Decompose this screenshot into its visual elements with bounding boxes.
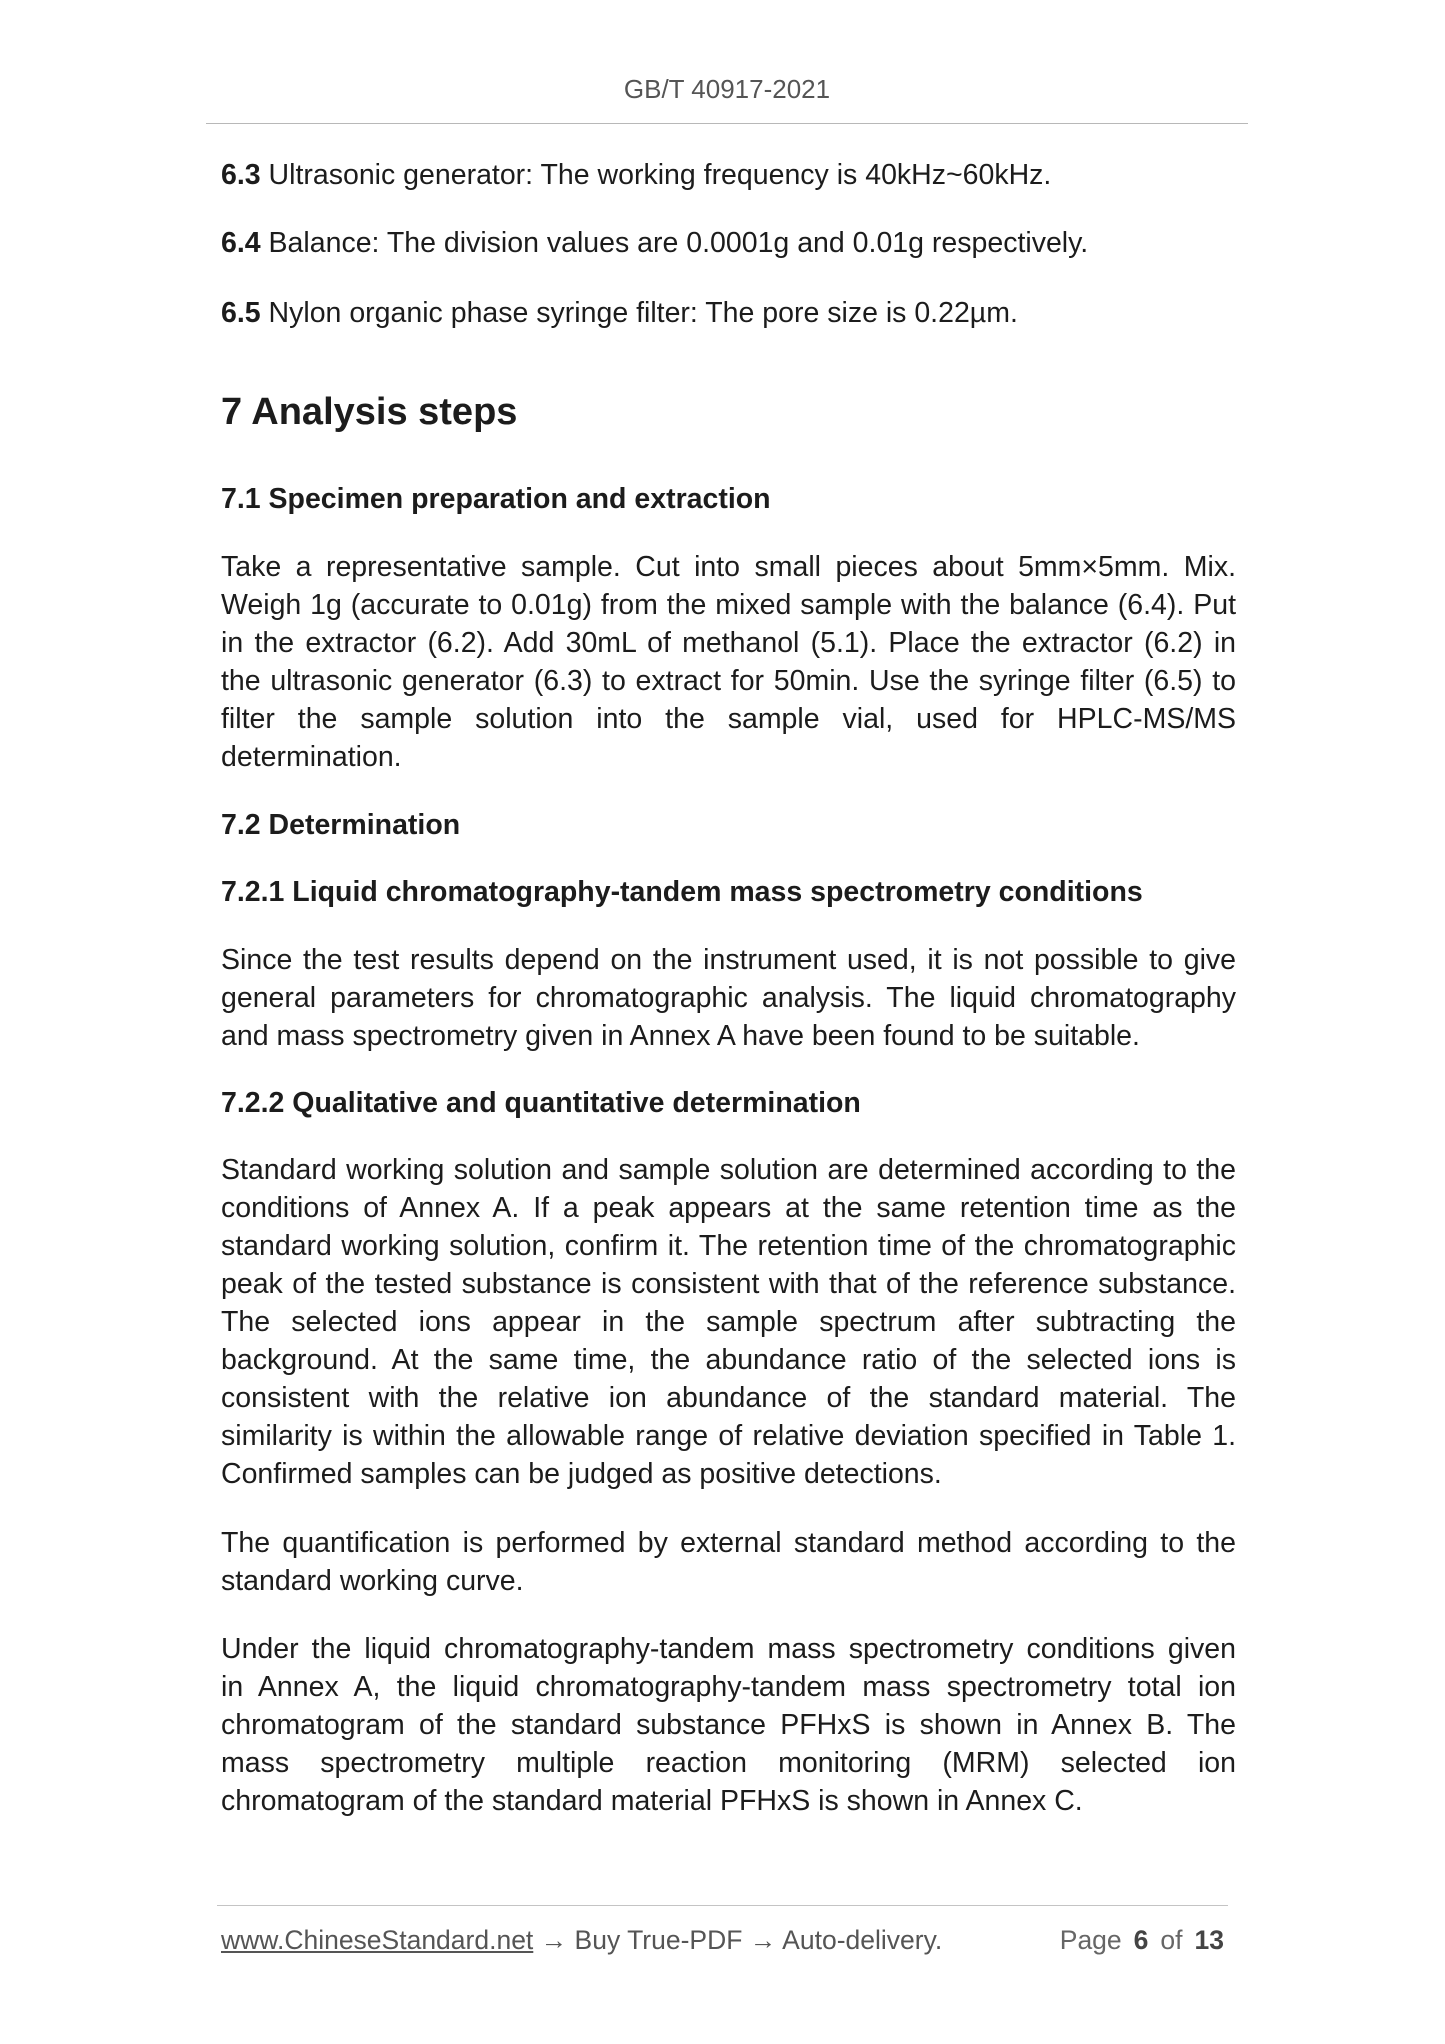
clause-text: Ultrasonic generator: The working frequency is 40kHz~60kHz. (268, 159, 1052, 191)
paragraph-line: in Annex A, the liquid chromatography-tandem mass spectrometry total ion (221, 1671, 1236, 1703)
paragraph-line: conditions of Annex A. If a peak appears at the same retention time as the (221, 1192, 1236, 1224)
paragraph-line: background. At the same time, the abundance ratio of the selected ions is (221, 1344, 1236, 1376)
paragraph-line: mass spectrometry multiple reaction monitoring (MRM) selected ion (221, 1747, 1236, 1779)
clause-number: 6.3 (221, 159, 261, 191)
paragraph-7-1 (221, 548, 1236, 776)
paragraph-7-2-2-b (221, 1524, 1236, 1600)
paragraph-line: Standard working solution and sample solution are determined according to the (221, 1154, 1236, 1186)
paragraph-line: The selected ions appear in the sample spectrum after subtracting the (221, 1306, 1236, 1338)
paragraph-line: the ultrasonic generator (6.3) to extract for 50min. Use the syringe filter (6.5) to (221, 665, 1236, 697)
page-total: 13 (1194, 1925, 1224, 1955)
of-label: of (1160, 1925, 1183, 1955)
paragraph-7-2-2-c (221, 1630, 1236, 1820)
paragraph-line: consistent with the relative ion abundance of the standard material. The (221, 1382, 1236, 1414)
paragraph-line: standard working curve. (221, 1565, 524, 1597)
section-heading-7: 7 Analysis steps (221, 391, 518, 433)
subsection-heading-7-1: 7.1 Specimen preparation and extraction (221, 483, 771, 515)
paragraph-line: Under the liquid chromatography-tandem mass spectrometry conditions given (221, 1633, 1236, 1665)
page-number: 6 (1133, 1925, 1149, 1955)
paragraph-line: similarity is within the allowable range of relative deviation specified in Table 1. (221, 1420, 1236, 1452)
clause-6-3 (221, 156, 1236, 194)
clause-text: Balance: The division values are 0.0001g and 0.01g respectively. (268, 227, 1089, 259)
paragraph-line: The quantification is performed by external standard method according to the (221, 1527, 1236, 1559)
footer-promo (221, 1922, 942, 1958)
footer-promo-text: → Buy True-PDF → Auto-delivery. (540, 1925, 943, 1955)
clause-number: 6.5 (221, 297, 261, 329)
clause-text: Nylon organic phase syringe filter: The pore size is 0.22µm. (268, 297, 1018, 329)
paragraph-line: peak of the tested substance is consistent with that of the reference substance. (221, 1268, 1236, 1300)
paragraph-line: Since the test results depend on the instrument used, it is not possible to give (221, 944, 1236, 976)
clause-6-4 (221, 224, 1236, 262)
paragraph-line: in the extractor (6.2). Add 30mL of methanol (5.1). Place the extractor (6.2) in (221, 627, 1236, 659)
paragraph-line: standard working solution, confirm it. The retention time of the chromatographic (221, 1230, 1236, 1262)
paragraph-line: chromatogram of the standard substance PFHxS is shown in Annex B. The (221, 1709, 1236, 1741)
paragraph-line: Confirmed samples can be judged as positive detections. (221, 1458, 942, 1490)
page-header-doc-id: GB/T 40917-2021 (623, 74, 831, 104)
header-rule (206, 123, 1248, 124)
clause-number: 6.4 (221, 227, 261, 259)
subsection-heading-7-2-1: 7.2.1 Liquid chromatography-tandem mass spectrometry conditions (221, 876, 1143, 908)
clause-6-5 (221, 294, 1236, 332)
page-label: Page (1059, 1925, 1122, 1955)
paragraph-line: determination. (221, 741, 402, 773)
subsection-heading-7-2: 7.2 Determination (221, 809, 461, 841)
footer-rule (217, 1905, 1228, 1906)
paragraph-line: Take a representative sample. Cut into small pieces about 5mm×5mm. Mix. (221, 551, 1236, 583)
page-indicator (1060, 1922, 1224, 1958)
paragraph-line: filter the sample solution into the sample vial, used for HPLC-MS/MS (221, 703, 1236, 735)
paragraph-line: and mass spectrometry given in Annex A have been found to be suitable. (221, 1020, 1140, 1052)
paragraph-line: chromatogram of the standard material PFHxS is shown in Annex C. (221, 1785, 1083, 1817)
paragraph-7-2-1 (221, 941, 1236, 1055)
paragraph-line: Weigh 1g (accurate to 0.01g) from the mixed sample with the balance (6.4). Put (221, 589, 1236, 621)
website-link[interactable]: www.ChineseStandard.net (221, 1925, 534, 1955)
paragraph-line: general parameters for chromatographic analysis. The liquid chromatography (221, 982, 1236, 1014)
paragraph-7-2-2-a (221, 1151, 1236, 1493)
subsection-heading-7-2-2: 7.2.2 Qualitative and quantitative determination (221, 1087, 861, 1119)
